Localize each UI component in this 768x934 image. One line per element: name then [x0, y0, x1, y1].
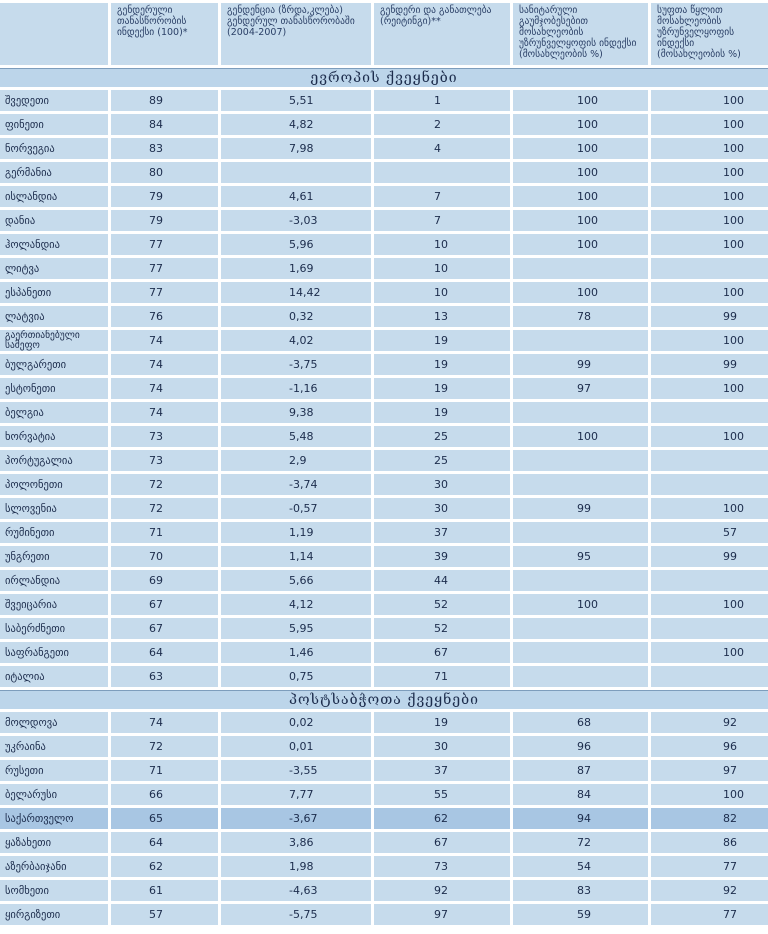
trend-cell: 4,12: [221, 594, 371, 615]
education-rank-cell: 19: [374, 402, 510, 423]
country-name: რუმინეთი: [0, 522, 108, 543]
gender-equality-index-cell: 73: [111, 450, 218, 471]
trend-cell: -0,57: [221, 498, 371, 519]
trend-cell: 0,32: [221, 306, 371, 327]
water-index-cell: 100: [651, 162, 768, 183]
water-index-cell: [651, 402, 768, 423]
table-row: [0, 186, 768, 207]
water-index-cell: 99: [651, 354, 768, 375]
trend-cell: 7,77: [221, 784, 371, 805]
gender-equality-index-cell: 74: [111, 378, 218, 399]
education-rank-cell: 97: [374, 904, 510, 925]
gender-equality-index-cell: 67: [111, 618, 218, 639]
trend-cell: -1,16: [221, 378, 371, 399]
sanitation-index-cell: 100: [513, 114, 648, 135]
sanitation-index-cell: 100: [513, 138, 648, 159]
water-index-cell: 77: [651, 904, 768, 925]
education-rank-cell: 67: [374, 642, 510, 663]
country-name: იტალია: [0, 666, 108, 687]
sanitation-index-cell: 87: [513, 760, 648, 781]
gender-equality-index-cell: 72: [111, 498, 218, 519]
gender-equality-index-cell: 80: [111, 162, 218, 183]
country-name: აზერბაიჯანი: [0, 856, 108, 877]
water-index-cell: 86: [651, 832, 768, 853]
water-index-cell: 82: [651, 808, 768, 829]
table-row: [0, 784, 768, 805]
education-rank-cell: 4: [374, 138, 510, 159]
country-name: რუსეთი: [0, 760, 108, 781]
table-row: [0, 904, 768, 925]
education-rank-cell: 19: [374, 712, 510, 733]
gender-equality-index-cell: 65: [111, 808, 218, 829]
education-rank-cell: 52: [374, 618, 510, 639]
gender-equality-index-cell: 76: [111, 306, 218, 327]
education-rank-cell: 10: [374, 282, 510, 303]
water-index-cell: 99: [651, 306, 768, 327]
education-rank-cell: 13: [374, 306, 510, 327]
water-index-cell: 100: [651, 784, 768, 805]
country-name: სლოვენია: [0, 498, 108, 519]
water-index-cell: 77: [651, 856, 768, 877]
sanitation-index-cell: [513, 522, 648, 543]
trend-cell: 1,19: [221, 522, 371, 543]
country-name: საფრანგეთი: [0, 642, 108, 663]
water-index-cell: [651, 474, 768, 495]
country-name: უკრაინა: [0, 736, 108, 757]
table-row: [0, 666, 768, 687]
trend-cell: [221, 162, 371, 183]
trend-cell: 7,98: [221, 138, 371, 159]
education-rank-cell: 37: [374, 760, 510, 781]
table-row: [0, 808, 768, 829]
gender-equality-index-cell: 67: [111, 594, 218, 615]
gender-equality-index-cell: 70: [111, 546, 218, 567]
trend-cell: 1,69: [221, 258, 371, 279]
sanitation-index-cell: 68: [513, 712, 648, 733]
table-row: [0, 856, 768, 877]
sanitation-index-cell: 100: [513, 210, 648, 231]
education-rank-cell: 10: [374, 258, 510, 279]
water-index-cell: 100: [651, 114, 768, 135]
gender-equality-index-cell: 63: [111, 666, 218, 687]
education-rank-cell: 71: [374, 666, 510, 687]
country-name: გერმანია: [0, 162, 108, 183]
trend-cell: 5,66: [221, 570, 371, 591]
header-water-index: სუფთა წყლით მოსახლეობის უზრუნველყოფის ინდექსი (მოსახლეობის %): [651, 3, 768, 65]
sanitation-index-cell: 72: [513, 832, 648, 853]
trend-cell: 4,02: [221, 330, 371, 351]
sanitation-index-cell: 97: [513, 378, 648, 399]
table-row: [0, 570, 768, 591]
country-name: ირლანდია: [0, 570, 108, 591]
trend-cell: 0,75: [221, 666, 371, 687]
gender-equality-index-cell: 74: [111, 712, 218, 733]
sanitation-index-cell: 100: [513, 426, 648, 447]
section-header-row: [0, 68, 768, 87]
table-row: [0, 378, 768, 399]
water-index-cell: 97: [651, 760, 768, 781]
header-gender-equality-index: გენდერული თანასწორობის ინდექსი (100)*: [111, 3, 218, 65]
trend-cell: -5,75: [221, 904, 371, 925]
table-row: [0, 498, 768, 519]
country-name: შვედეთი: [0, 90, 108, 111]
water-index-cell: 92: [651, 712, 768, 733]
country-name: ნორვეგია: [0, 138, 108, 159]
gender-equality-index-cell: 77: [111, 282, 218, 303]
water-index-cell: 100: [651, 498, 768, 519]
sanitation-index-cell: [513, 642, 648, 663]
trend-cell: 1,14: [221, 546, 371, 567]
table-row: [0, 880, 768, 901]
water-index-cell: 100: [651, 210, 768, 231]
trend-cell: 5,51: [221, 90, 371, 111]
education-rank-cell: 2: [374, 114, 510, 135]
water-index-cell: 100: [651, 594, 768, 615]
table-row: [0, 282, 768, 303]
country-name: ფინეთი: [0, 114, 108, 135]
country-name: ბელგია: [0, 402, 108, 423]
country-name: ბელარუსი: [0, 784, 108, 805]
table-row: [0, 594, 768, 615]
sanitation-index-cell: 54: [513, 856, 648, 877]
country-name: ლიტვა: [0, 258, 108, 279]
trend-cell: 1,46: [221, 642, 371, 663]
table-row: [0, 618, 768, 639]
education-rank-cell: 19: [374, 330, 510, 351]
country-name: ლატვია: [0, 306, 108, 327]
gender-equality-index-cell: 84: [111, 114, 218, 135]
sanitation-index-cell: [513, 330, 648, 351]
water-index-cell: 100: [651, 90, 768, 111]
table-row: [0, 162, 768, 183]
gender-equality-index-cell: 62: [111, 856, 218, 877]
sanitation-index-cell: 94: [513, 808, 648, 829]
trend-cell: 0,02: [221, 712, 371, 733]
water-index-cell: 92: [651, 880, 768, 901]
education-rank-cell: 92: [374, 880, 510, 901]
trend-cell: -3,03: [221, 210, 371, 231]
education-rank-cell: 10: [374, 234, 510, 255]
sanitation-index-cell: [513, 666, 648, 687]
table-row: [0, 450, 768, 471]
gender-equality-index-cell: 79: [111, 210, 218, 231]
country-name: ხორვატია: [0, 426, 108, 447]
gender-equality-index-cell: 74: [111, 330, 218, 351]
sanitation-index-cell: 99: [513, 498, 648, 519]
sanitation-index-cell: [513, 402, 648, 423]
gender-equality-index-cell: 79: [111, 186, 218, 207]
sanitation-index-cell: 100: [513, 594, 648, 615]
gender-equality-index-cell: 57: [111, 904, 218, 925]
country-name: პორტუგალია: [0, 450, 108, 471]
trend-cell: 2,9: [221, 450, 371, 471]
education-rank-cell: 25: [374, 426, 510, 447]
country-name: გაერთიანებული სამეფო: [0, 330, 108, 351]
country-name: ყირგიზეთი: [0, 904, 108, 925]
trend-cell: 3,86: [221, 832, 371, 853]
table-row: [0, 712, 768, 733]
trend-cell: 1,98: [221, 856, 371, 877]
trend-cell: -4,63: [221, 880, 371, 901]
education-rank-cell: 25: [374, 450, 510, 471]
table-row: [0, 426, 768, 447]
education-rank-cell: 55: [374, 784, 510, 805]
gender-equality-index-cell: 73: [111, 426, 218, 447]
trend-cell: 4,61: [221, 186, 371, 207]
sanitation-index-cell: [513, 570, 648, 591]
education-rank-cell: 52: [374, 594, 510, 615]
gender-equality-index-cell: 71: [111, 522, 218, 543]
water-index-cell: [651, 258, 768, 279]
trend-cell: -3,67: [221, 808, 371, 829]
water-index-cell: 96: [651, 736, 768, 757]
header-corner: [0, 3, 108, 65]
table-row: [0, 138, 768, 159]
gender-equality-index-cell: 66: [111, 784, 218, 805]
sanitation-index-cell: 84: [513, 784, 648, 805]
trend-cell: -3,74: [221, 474, 371, 495]
sanitation-index-cell: [513, 618, 648, 639]
education-rank-cell: 7: [374, 186, 510, 207]
table-row: [0, 90, 768, 111]
gender-equality-index-cell: 77: [111, 234, 218, 255]
gender-equality-index-cell: 72: [111, 736, 218, 757]
sanitation-index-cell: 100: [513, 186, 648, 207]
country-name: პოლონეთი: [0, 474, 108, 495]
table-row: [0, 522, 768, 543]
water-index-cell: [651, 618, 768, 639]
header-row: [0, 3, 768, 65]
country-name: ისლანდია: [0, 186, 108, 207]
education-rank-cell: [374, 162, 510, 183]
gender-equality-index-cell: 69: [111, 570, 218, 591]
gender-equality-index-cell: 72: [111, 474, 218, 495]
education-rank-cell: 37: [374, 522, 510, 543]
sanitation-index-cell: 78: [513, 306, 648, 327]
water-index-cell: 100: [651, 330, 768, 351]
table-row: [0, 760, 768, 781]
education-rank-cell: 7: [374, 210, 510, 231]
trend-cell: 5,48: [221, 426, 371, 447]
water-index-cell: 100: [651, 642, 768, 663]
sanitation-index-cell: 99: [513, 354, 648, 375]
sanitation-index-cell: 100: [513, 90, 648, 111]
education-rank-cell: 30: [374, 736, 510, 757]
country-name: ყაზახეთი: [0, 832, 108, 853]
table-row: [0, 330, 768, 351]
water-index-cell: [651, 666, 768, 687]
gender-equality-index-cell: 71: [111, 760, 218, 781]
country-name: შვეიცარია: [0, 594, 108, 615]
gender-equality-index-cell: 74: [111, 402, 218, 423]
country-name: უნგრეთი: [0, 546, 108, 567]
country-name: მოლდოვა: [0, 712, 108, 733]
water-index-cell: [651, 570, 768, 591]
gender-equality-index-cell: 61: [111, 880, 218, 901]
education-rank-cell: 19: [374, 378, 510, 399]
water-index-cell: 100: [651, 426, 768, 447]
sanitation-index-cell: [513, 474, 648, 495]
water-index-cell: 100: [651, 282, 768, 303]
education-rank-cell: 19: [374, 354, 510, 375]
header-trend: გენდენცია (ზრდა,კლება) გენდერულ თანასწორობაში (2004-2007): [221, 3, 371, 65]
trend-cell: 0,01: [221, 736, 371, 757]
table-row: [0, 642, 768, 663]
trend-cell: 5,96: [221, 234, 371, 255]
education-rank-cell: 39: [374, 546, 510, 567]
sanitation-index-cell: [513, 450, 648, 471]
sanitation-index-cell: 100: [513, 282, 648, 303]
education-rank-cell: 67: [374, 832, 510, 853]
sanitation-index-cell: 100: [513, 162, 648, 183]
water-index-cell: 100: [651, 186, 768, 207]
education-rank-cell: 30: [374, 474, 510, 495]
gender-equality-index-cell: 64: [111, 642, 218, 663]
country-name: ბულგარეთი: [0, 354, 108, 375]
trend-cell: 5,95: [221, 618, 371, 639]
table-row: [0, 258, 768, 279]
table-row: [0, 474, 768, 495]
water-index-cell: [651, 450, 768, 471]
education-rank-cell: 1: [374, 90, 510, 111]
country-name: ჰოლანდია: [0, 234, 108, 255]
sanitation-index-cell: 95: [513, 546, 648, 567]
gender-equality-index-cell: 77: [111, 258, 218, 279]
header-education-rank: გენდერი და განათლება (რეიტინგი)**: [374, 3, 510, 65]
country-name: სომხეთი: [0, 880, 108, 901]
sanitation-index-cell: 100: [513, 234, 648, 255]
water-index-cell: 57: [651, 522, 768, 543]
table-row: [0, 354, 768, 375]
water-index-cell: 100: [651, 378, 768, 399]
country-name: ესპანეთი: [0, 282, 108, 303]
water-index-cell: 100: [651, 234, 768, 255]
section-header-row: [0, 690, 768, 709]
sanitation-index-cell: 83: [513, 880, 648, 901]
section-title: ევროპის ქვეყნები: [0, 68, 768, 87]
section-title: პოსტსაბჭოთა ქვეყნები: [0, 690, 768, 709]
gender-equality-index-cell: 83: [111, 138, 218, 159]
table-row: [0, 234, 768, 255]
trend-cell: -3,75: [221, 354, 371, 375]
education-rank-cell: 30: [374, 498, 510, 519]
sanitation-index-cell: 96: [513, 736, 648, 757]
table-row: [0, 210, 768, 231]
country-name: საბერძნეთი: [0, 618, 108, 639]
trend-cell: 9,38: [221, 402, 371, 423]
table-row: [0, 736, 768, 757]
country-name: ესტონეთი: [0, 378, 108, 399]
gender-equality-index-cell: 74: [111, 354, 218, 375]
water-index-cell: 99: [651, 546, 768, 567]
header-sanitation-index: სანიტარული გაუმჯობესებით მოსახლეობის უზრუნველყოფის ინდექსი (მოსახლეობის %): [513, 3, 648, 65]
trend-cell: 14,42: [221, 282, 371, 303]
table-row: [0, 832, 768, 853]
water-index-cell: 100: [651, 138, 768, 159]
table-row: [0, 114, 768, 135]
education-rank-cell: 44: [374, 570, 510, 591]
trend-cell: 4,82: [221, 114, 371, 135]
table-row: [0, 546, 768, 567]
sanitation-index-cell: [513, 258, 648, 279]
education-rank-cell: 73: [374, 856, 510, 877]
table-row: [0, 306, 768, 327]
gender-equality-index-cell: 89: [111, 90, 218, 111]
country-name: დანია: [0, 210, 108, 231]
table-row: [0, 402, 768, 423]
trend-cell: -3,55: [221, 760, 371, 781]
education-rank-cell: 62: [374, 808, 510, 829]
gender-equality-index-cell: 64: [111, 832, 218, 853]
sanitation-index-cell: 59: [513, 904, 648, 925]
country-name: საქართველო: [0, 808, 108, 829]
